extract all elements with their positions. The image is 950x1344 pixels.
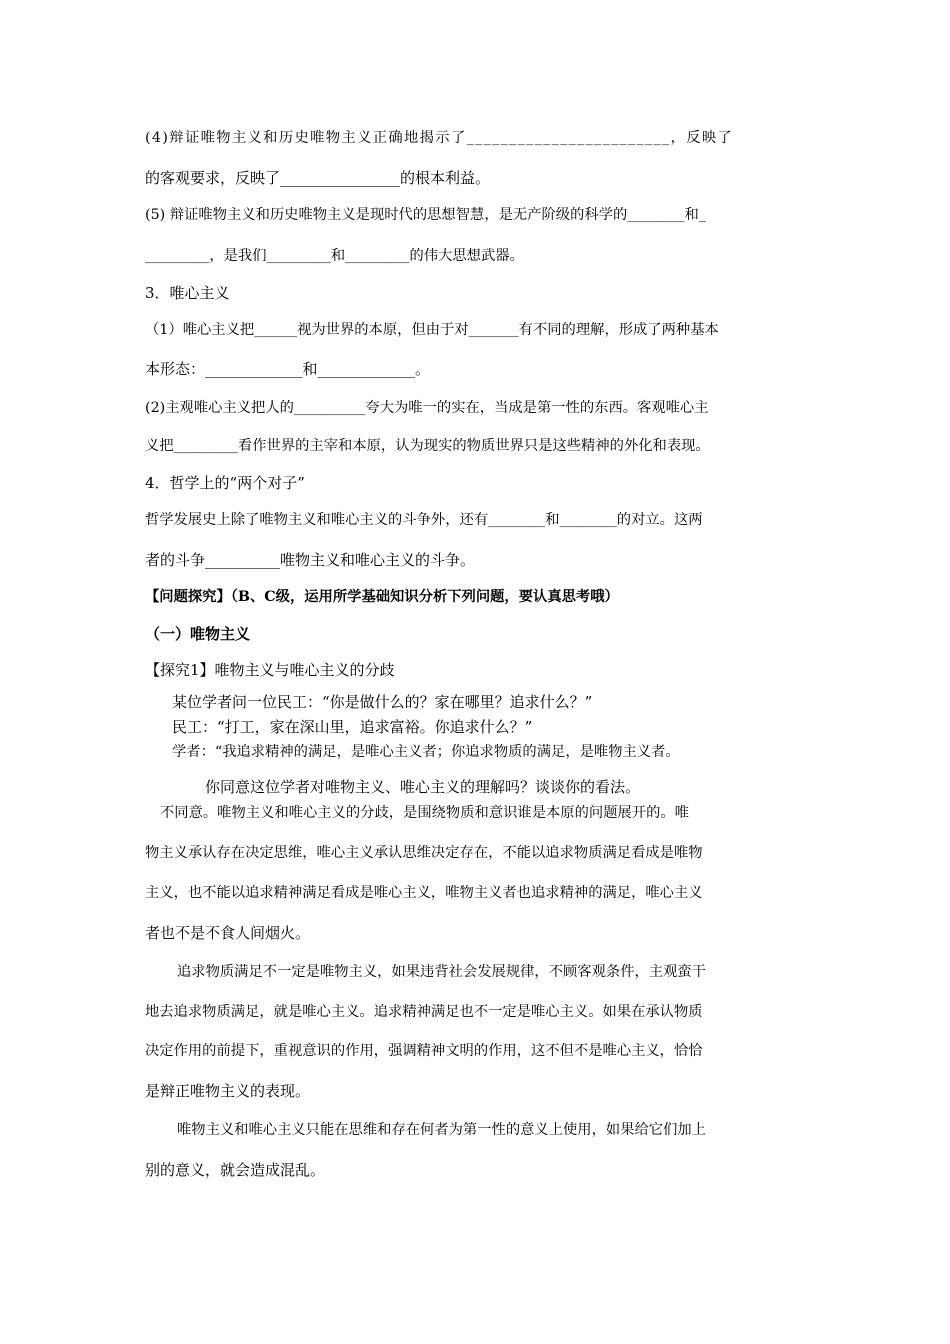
answer-p2-line-2: 地去追求物质满足，就是唯心主义。追求精神满足也不一定是唯心主义。如果在承认物质 [145, 1004, 703, 1020]
answer-p2-line-1: 追求物质满足不一定是唯物主义，如果违背社会发展规律，不顾客观条件，主观蛮干 [177, 964, 706, 980]
answer-p3-line-1: 唯物主义和唯心主义只能在思维和存在何者为第一性的意义上使用，如果给它们加上 [177, 1122, 706, 1138]
inquiry-1-title: 【探究1】唯物主义与唯心主义的分歧 [145, 661, 395, 679]
answer-p1-line-2: 物主义承认存在决定思维，唯心主义承认思维决定存在，不能以追求物质满足看成是唯物 [145, 845, 703, 861]
item-4-line-1: (4)辩证唯物主义和历史唯物主义正确地揭示了________________________，反映了 [145, 130, 734, 146]
item-5-line-1: (5) 辩证唯物主义和历史唯物主义是现时代的思想智慧，是无产阶级的科学的________和_ [145, 207, 706, 223]
subsection-materialism-heading: （一）唯物主义 [145, 625, 251, 643]
answer-p2-line-3: 决定作用的前提下，重视意识的作用，强调精神文明的作用，这不但不是唯心主义，恰恰 [145, 1043, 703, 1059]
item-3-2-line-1: (2)主观唯心主义把人的__________夸大为唯一的实在，当成是第一性的东西。客观唯心主 [145, 400, 709, 416]
answer-p1-line-3: 主义，也不能以追求精神满足看成是唯心主义，唯物主义者也追求精神的满足，唯心主义 [145, 885, 703, 901]
item-3-2-line-2: 义把_________看作世界的主宰和本原，认为现实的物质世界只是这些精神的外化和表现。 [145, 438, 710, 454]
section-3-heading: 3．唯心主义 [145, 284, 230, 302]
question-text: 你同意这位学者对唯物主义、唯心主义的理解吗？谈谈你的看法。 [205, 778, 641, 796]
dialogue-line-1: 某位学者问一位民工：“你是做什么的？家在哪里？追求什么？” [172, 693, 593, 711]
item-5-line-2: _________，是我们_________和_________的伟大思想武器。 [145, 248, 524, 264]
dialogue-line-2: 民工：“打工，家在深山里，追求富裕。你追求什么？” [172, 718, 533, 736]
problem-inquiry-heading: 【问题探究】（B、C级，运用所学基础知识分析下列问题，要认真思考哦） [145, 589, 619, 605]
section-4-line-2: 者的斗争__________唯物主义和唯心主义的斗争。 [145, 551, 476, 569]
item-3-1-line-2: 本形态：_____________和_____________。 [145, 360, 431, 378]
item-4-line-2: 的客观要求，反映了________________的根本利益。 [145, 169, 491, 187]
answer-p1-line-1: 不同意。唯物主义和唯心主义的分歧，是围绕物质和意识谁是本原的问题展开的。唯 [160, 805, 689, 821]
answer-p1-line-4: 者也不是不食人间烟火。 [145, 924, 311, 942]
item-3-1-line-1: （1）唯心主义把______视为世界的本原，但由于对_______有不同的理解，形成了两种基本 [145, 322, 719, 338]
answer-p3-line-2: 别的意义，就会造成混乱。 [145, 1161, 326, 1179]
section-4-line-1: 哲学发展史上除了唯物主义和唯心主义的斗争外，还有________和________的对立。这两 [145, 512, 703, 528]
answer-p2-line-4: 是辩正唯物主义的表现。 [145, 1082, 311, 1100]
section-4-heading: 4．哲学上的“两个对子” [145, 474, 305, 492]
dialogue-line-3: 学者：“我追求精神的满足，是唯心主义者；你追求物质的满足，是唯物主义者。 [172, 744, 680, 760]
